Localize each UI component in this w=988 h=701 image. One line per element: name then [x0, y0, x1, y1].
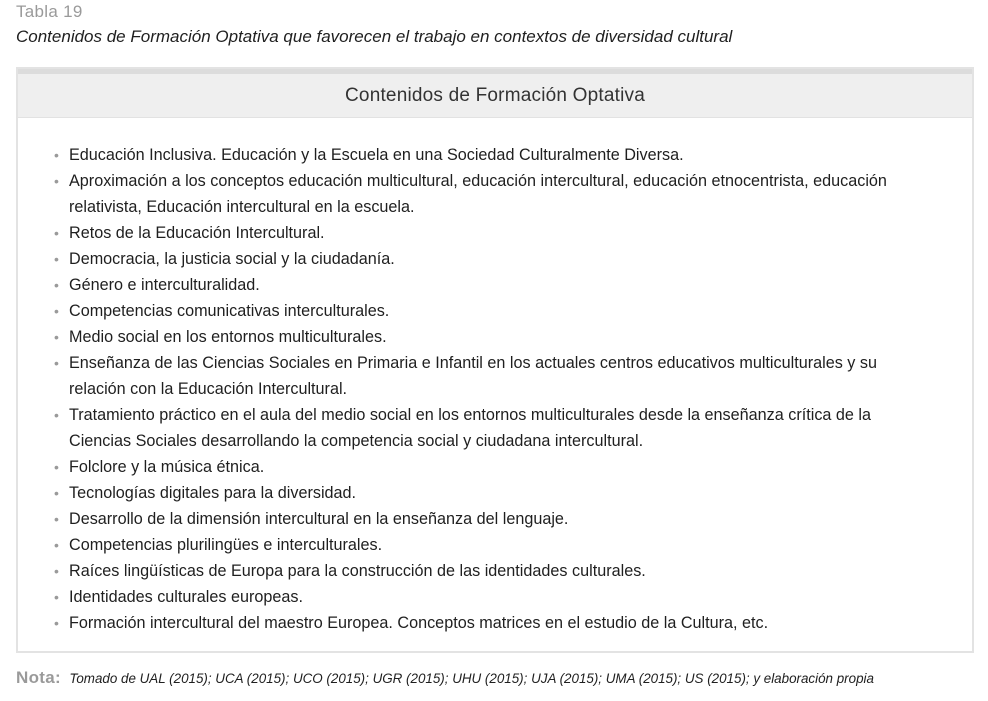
bullet-icon: • — [54, 355, 59, 371]
list-item — [54, 558, 934, 584]
bullet-icon: • — [54, 407, 59, 423]
list-item — [54, 402, 934, 454]
list-item-text: Desarrollo de la dimensión intercultural en la enseñanza del lenguaje. — [69, 510, 569, 528]
list-item — [54, 220, 934, 246]
list-item-text: Retos de la Educación Intercultural. — [69, 224, 325, 242]
list-item — [54, 324, 934, 350]
list-item-text: Identidades culturales europeas. — [69, 588, 303, 606]
list-item-text: Educación Inclusiva. Educación y la Escuela en una Sociedad Culturalmente Diversa. — [69, 146, 684, 164]
bullet-icon: • — [54, 147, 59, 163]
bullet-icon: • — [54, 251, 59, 267]
list-item — [54, 246, 934, 272]
list-item-text: Enseñanza de las Ciencias Sociales en Primaria e Infantil en los actuales centros educativos multiculturales y su relación con la Educación Intercultural. — [69, 354, 877, 398]
content-table — [16, 67, 974, 653]
list-item — [54, 532, 934, 558]
list-item-text: Democracia, la justicia social y la ciudadanía. — [69, 250, 395, 268]
list-item-text: Formación intercultural del maestro Europea. Conceptos matrices en el estudio de la Cultura, etc. — [69, 614, 769, 632]
list-item — [54, 272, 934, 298]
table-note — [16, 668, 874, 688]
list-item — [54, 584, 934, 610]
bullet-icon: • — [54, 173, 59, 189]
bullet-icon: • — [54, 277, 59, 293]
list-item — [54, 454, 934, 480]
list-item-text: Folclore y la música étnica. — [69, 458, 265, 476]
list-item-text: Tratamiento práctico en el aula del medio social en los entornos multiculturales desde la enseñanza crítica de la Ciencias Sociales desarrollando la competencia social y ciudadana intercultural. — [69, 406, 872, 450]
note-label: Nota: — [16, 668, 61, 687]
bullet-icon: • — [54, 563, 59, 579]
list-item — [54, 298, 934, 324]
list-item-text: Competencias plurilingües e interculturales. — [69, 536, 383, 554]
list-item — [54, 506, 934, 532]
list-item-text: Raíces lingüísticas de Europa para la construcción de las identidades culturales. — [69, 562, 646, 580]
list-item-text: Medio social en los entornos multiculturales. — [69, 328, 387, 346]
bullet-icon: • — [54, 511, 59, 527]
table-caption: Contenidos de Formación Optativa que favorecen el trabajo en contextos de diversidad cultural — [16, 27, 733, 46]
bullet-icon: • — [54, 485, 59, 501]
table-header — [18, 69, 972, 118]
content-list — [54, 142, 934, 636]
bullet-icon: • — [54, 615, 59, 631]
bullet-icon: • — [54, 537, 59, 553]
list-item — [54, 480, 934, 506]
list-item-text: Tecnologías digitales para la diversidad. — [69, 484, 357, 502]
list-item — [54, 610, 934, 636]
bullet-icon: • — [54, 225, 59, 241]
list-item-text: Género e interculturalidad. — [69, 276, 260, 294]
table-number: Tabla 19 — [16, 2, 83, 21]
list-item — [54, 350, 934, 402]
list-item — [54, 168, 934, 220]
bullet-icon: • — [54, 329, 59, 345]
table-header-label: Contenidos de Formación Optativa — [345, 84, 645, 106]
list-item — [54, 142, 934, 168]
bullet-icon: • — [54, 589, 59, 605]
bullet-icon: • — [54, 459, 59, 475]
list-item-text: Competencias comunicativas interculturales. — [69, 302, 390, 320]
note-text: Tomado de UAL (2015); UCA (2015); UCO (2015); UGR (2015); UHU (2015); UJA (2015); UMA (2015); US (2015); y elaboración propia — [69, 671, 874, 686]
list-item-text: Aproximación a los conceptos educación multicultural, educación intercultural, educación etnocentrista, educación relativista, Educación intercultural en la escuela. — [69, 172, 887, 216]
bullet-icon: • — [54, 303, 59, 319]
